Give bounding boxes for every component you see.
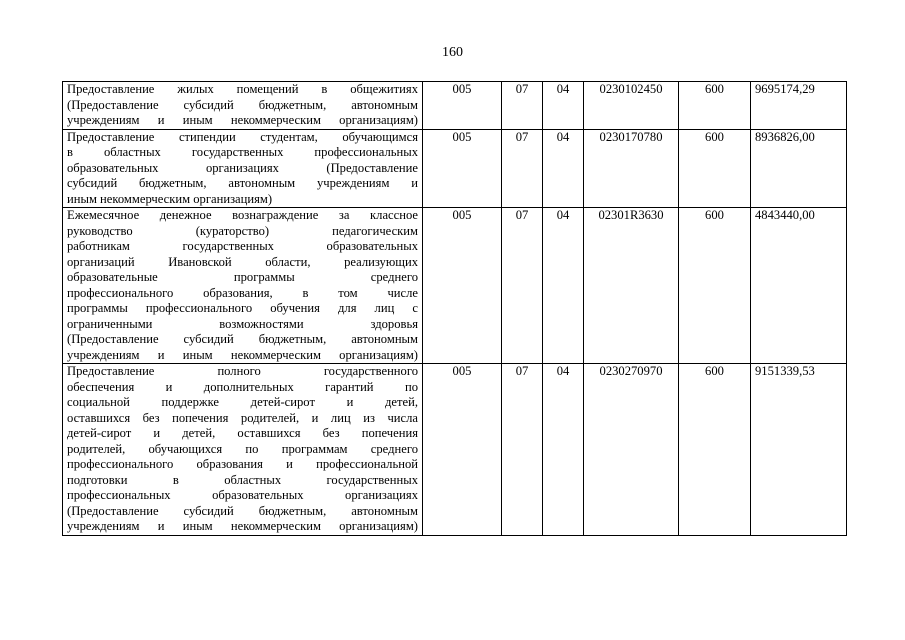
row-description xyxy=(63,82,423,130)
description-line: подготовки в областных государственных xyxy=(67,472,418,487)
page-number: 160 xyxy=(442,45,463,60)
amount-value: 9151339,53 xyxy=(751,364,847,536)
target-article-code: 0230270970 xyxy=(584,364,679,536)
subsection-code: 04 xyxy=(543,208,584,364)
table-row xyxy=(63,208,847,364)
description-line: (Предоставление субсидий бюджетным, автономным xyxy=(67,97,418,112)
ministry-code: 005 xyxy=(423,364,502,536)
row-description xyxy=(63,208,423,364)
expense-type-code: 600 xyxy=(679,208,751,364)
expense-type-code: 600 xyxy=(679,129,751,208)
table-row xyxy=(63,129,847,208)
section-code: 07 xyxy=(502,82,543,130)
description-line: социальной поддержке детей-сирот и детей, xyxy=(67,395,418,409)
budget-table-body xyxy=(63,82,847,536)
section-code: 07 xyxy=(502,364,543,536)
budget-table xyxy=(62,81,847,536)
description-line: профессионального образования, в том числе xyxy=(67,285,418,300)
description-line: (Предоставление субсидий бюджетным, автономным xyxy=(67,503,418,518)
amount-value: 9695174,29 xyxy=(751,82,847,130)
description-line: субсидий бюджетным, автономным учреждениям и xyxy=(67,176,418,190)
description-line: образовательные программы среднего xyxy=(67,270,418,284)
description-line: работникам государственных образовательных xyxy=(67,239,418,253)
description-line: обеспечения и дополнительных гарантий по xyxy=(67,379,418,394)
subsection-code: 04 xyxy=(543,129,584,208)
description-line: иным некоммерческим организациям) xyxy=(67,191,273,206)
amount-value: 4843440,00 xyxy=(751,208,847,364)
description-line: ограниченными возможностями здоровья xyxy=(67,316,418,331)
row-description xyxy=(63,364,423,536)
subsection-code: 04 xyxy=(543,82,584,130)
table-row xyxy=(63,82,847,130)
description-line: учреждениям и иным некоммерческим организациям) xyxy=(67,347,418,362)
ministry-code: 005 xyxy=(423,82,502,130)
description-line: учреждениям и иным некоммерческим организациям) xyxy=(67,113,418,127)
description-line: Ежемесячное денежное вознаграждение за классное xyxy=(67,208,418,222)
ministry-code: 005 xyxy=(423,129,502,208)
description-line: руководство (кураторство) педагогическим xyxy=(67,223,418,238)
subsection-code: 04 xyxy=(543,364,584,536)
table-row xyxy=(63,364,847,536)
description-line: оставшихся без попечения родителей, и лиц из числа xyxy=(67,410,418,425)
description-line: профессиональных образовательных организациях xyxy=(67,488,418,502)
ministry-code: 005 xyxy=(423,208,502,364)
description-line: Предоставление полного государственного xyxy=(67,364,418,378)
row-description xyxy=(63,129,423,208)
description-line: программы профессионального обучения для лиц с xyxy=(67,301,418,315)
target-article-code: 02301R3630 xyxy=(584,208,679,364)
description-line: организаций Ивановской области, реализующих xyxy=(67,254,418,269)
description-line: профессионального образования и профессиональной xyxy=(67,457,418,471)
description-line: образовательных организациях (Предоставление xyxy=(67,160,418,175)
expense-type-code: 600 xyxy=(679,82,751,130)
description-line: (Предоставление субсидий бюджетным, автономным xyxy=(67,332,418,346)
expense-type-code: 600 xyxy=(679,364,751,536)
target-article-code: 0230102450 xyxy=(584,82,679,130)
description-line: Предоставление жилых помещений в общежитиях xyxy=(67,82,418,96)
description-line: родителей, обучающихся по программам среднего xyxy=(67,441,418,456)
section-code: 07 xyxy=(502,129,543,208)
amount-value: 8936826,00 xyxy=(751,129,847,208)
description-line: учреждениям и иным некоммерческим организациям) xyxy=(67,519,418,533)
description-line: Предоставление стипендии студентам, обучающимся xyxy=(67,129,418,144)
section-code: 07 xyxy=(502,208,543,364)
target-article-code: 0230170780 xyxy=(584,129,679,208)
description-line: детей-сирот и детей, оставшихся без попечения xyxy=(67,426,418,440)
description-line: в областных государственных профессиональных xyxy=(67,145,418,159)
